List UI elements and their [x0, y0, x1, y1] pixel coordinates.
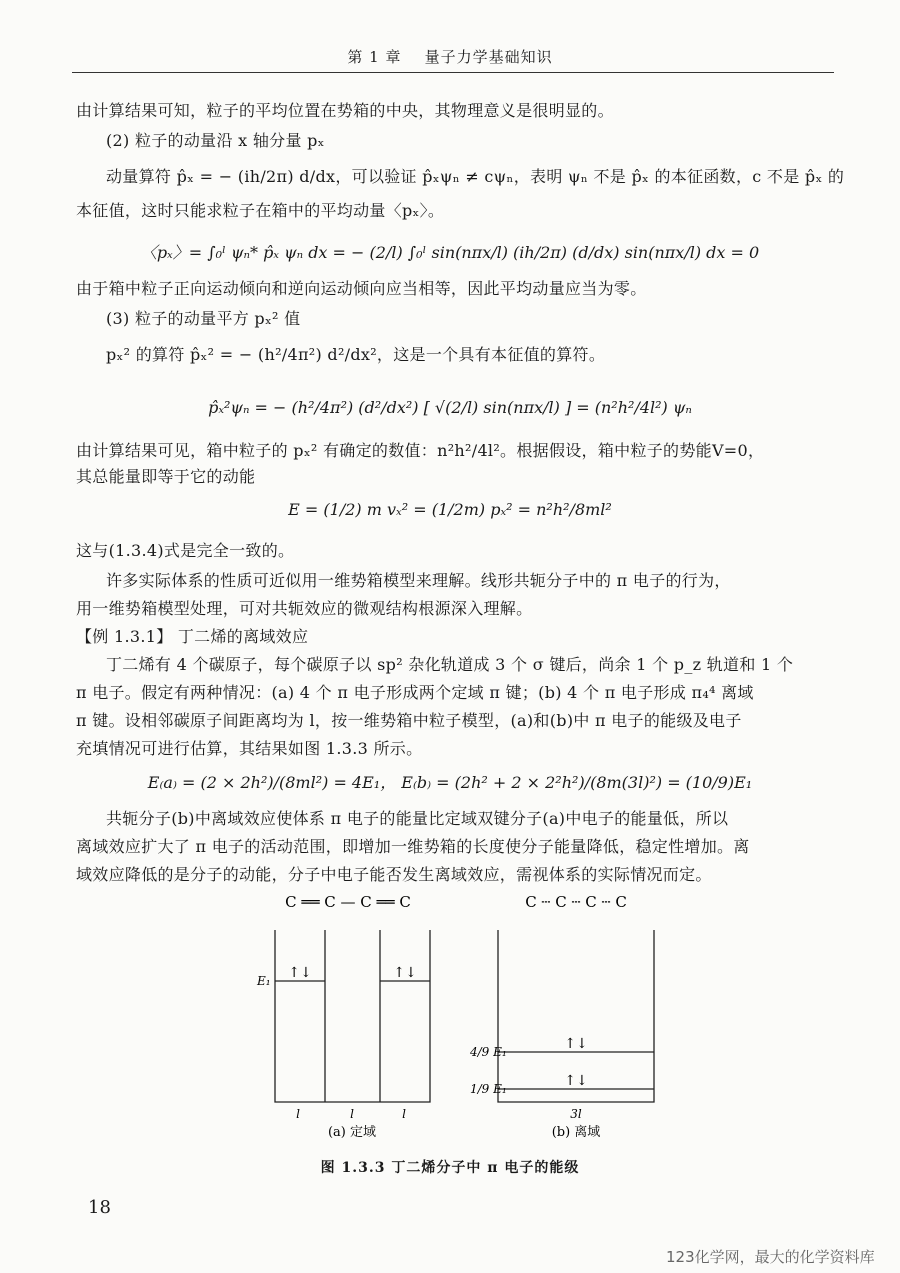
caption-a: (a) 定域 — [327, 1125, 377, 1140]
equation-kinetic-energy: E = (1/2) m vₓ² = (1/2m) pₓ² = n²h²/8ml² — [288, 500, 612, 519]
right-width-label: 3l — [570, 1107, 582, 1121]
right-molecule-formula: C ┄ C ┄ C ┄ C — [525, 893, 627, 911]
section-heading-momentum: (2) 粒子的动量沿 x 轴分量 pₓ — [106, 131, 325, 150]
chapter-title: 量子力学基础知识 — [424, 48, 553, 66]
energy-level-figure — [0, 880, 900, 1160]
left-molecule-formula: C ══ C — C ══ C — [285, 893, 411, 911]
left-diagram — [256, 893, 430, 1140]
paragraph-definite-value: 由计算结果可见，箱中粒子的 pₓ² 有确定的数值：n²h²/4l²。根据假设，箱中粒子的势能V=0， — [76, 441, 765, 460]
left-width-label-3: l — [402, 1107, 406, 1121]
running-header — [0, 46, 900, 67]
right-diagram — [469, 893, 654, 1140]
paragraph-conjugated-1: 许多实际体系的性质可近似用一维势箱模型来理解。线形共轭分子中的 π 电子的行为， — [106, 571, 731, 590]
paragraph-1: 由计算结果可知，粒子的平均位置在势箱的中央，其物理意义是很明显的。 — [76, 101, 614, 120]
right-level-low-label: 1/9 E₁ — [470, 1082, 507, 1096]
electron-pair-right-high: ↑↓ — [564, 1036, 588, 1052]
section-heading-momentum-squared: (3) 粒子的动量平方 pₓ² 值 — [106, 309, 301, 328]
electron-pair-right-low: ↑↓ — [564, 1073, 588, 1089]
example-heading: 【例 1.3.1】 丁二烯的离域效应 — [76, 627, 309, 646]
electron-pair-left-1: ↑↓ — [288, 965, 312, 981]
paragraph-conjugated-2: 用一维势箱模型处理，可对共轭效应的微观结构根源深入理解。 — [76, 599, 533, 618]
paragraph-butadiene-3: π 键。设相邻碳原子间距离均为 l，按一维势箱中粒子模型，(a)和(b)中 π 电子的能级及电子 — [76, 711, 742, 730]
electron-pair-left-2: ↑↓ — [393, 965, 417, 981]
paragraph-operator: 动量算符 p̂ₓ = − (ih/2π) d/dx，可以验证 p̂ₓψₙ ≠ cψₙ，表明 ψₙ 不是 p̂ₓ 的本征函数，c 不是 p̂ₓ 的 — [106, 167, 845, 186]
left-width-label-2: l — [350, 1107, 354, 1121]
caption-b: (b) 离域 — [551, 1125, 601, 1140]
paragraph-delocalization-1: 共轭分子(b)中离域效应使体系 π 电子的能量比定域双键分子(a)中电子的能量低，所以 — [106, 809, 729, 828]
paragraph-zero-momentum: 由于箱中粒子正向运动倾向和逆向运动倾向应当相等，因此平均动量应当为零。 — [76, 279, 647, 298]
right-level-high-label: 4/9 E₁ — [470, 1045, 507, 1059]
paragraph-butadiene-4: 充填情况可进行估算，其结果如图 1.3.3 所示。 — [76, 739, 423, 758]
paragraph-butadiene-2: π 电子。假定有两种情况：(a) 4 个 π 电子形成两个定域 π 键；(b) 4 个 π 电子形成 π₄⁴ 离域 — [76, 683, 754, 702]
paragraph-consistent: 这与(1.3.4)式是完全一致的。 — [76, 541, 295, 560]
figure-title: 图 1.3.3 丁二烯分子中 π 电子的能级 — [320, 1160, 580, 1176]
paragraph-squared-operator: pₓ² 的算符 p̂ₓ² = − (h²/4π²) d²/dx²，这是一个具有本征值的算符。 — [106, 345, 606, 364]
paragraph-delocalization-2: 离域效应扩大了 π 电子的活动范围，即增加一维势箱的长度使分子能量降低，稳定性增加。离 — [76, 837, 750, 856]
left-width-label-1: l — [296, 1107, 300, 1121]
left-level-label: E₁ — [257, 974, 271, 988]
chapter-number: 第 1 章 — [347, 48, 402, 66]
equation-mean-momentum: 〈pₓ〉= ∫₀ˡ ψₙ* p̂ₓ ψₙ dx = − (2/l) ∫₀ˡ sin(nπx/l) (ih/2π) (d/dx) sin(nπx/l) dx = 0 — [140, 243, 760, 262]
equation-energies: E₍a₎ = (2 × 2h²)/(8ml²) = 4E₁， E₍b₎ = (2h² + 2 × 2²h²)/(8m(3l)²) = (10/9)E₁ — [147, 773, 753, 792]
paragraph-delocalization-3: 域效应降低的是分子的动能，分子中电子能否发生离域效应，需视体系的实际情况而定。 — [76, 865, 712, 884]
header-rule — [72, 72, 834, 73]
paragraph-eigenvalue: 本征值，这时只能求粒子在箱中的平均动量〈pₓ〉。 — [76, 201, 445, 220]
paragraph-butadiene-1: 丁二烯有 4 个碳原子，每个碳原子以 sp² 杂化轨道成 3 个 σ 键后，尚余 1 个 p_z 轨道和 1 个 — [106, 655, 794, 674]
left-box-outline — [275, 930, 430, 1102]
paragraph-total-energy: 其总能量即等于它的动能 — [76, 467, 256, 486]
page-number: 18 — [88, 1197, 111, 1218]
equation-squared-eigen: p̂ₓ²ψₙ = − (h²/4π²) (d²/dx²) [ √(2/l) sin(nπx/l) ] = (n²h²/4l²) ψₙ — [208, 398, 692, 417]
watermark: 123化学网，最大的化学资料库 — [666, 1248, 875, 1266]
